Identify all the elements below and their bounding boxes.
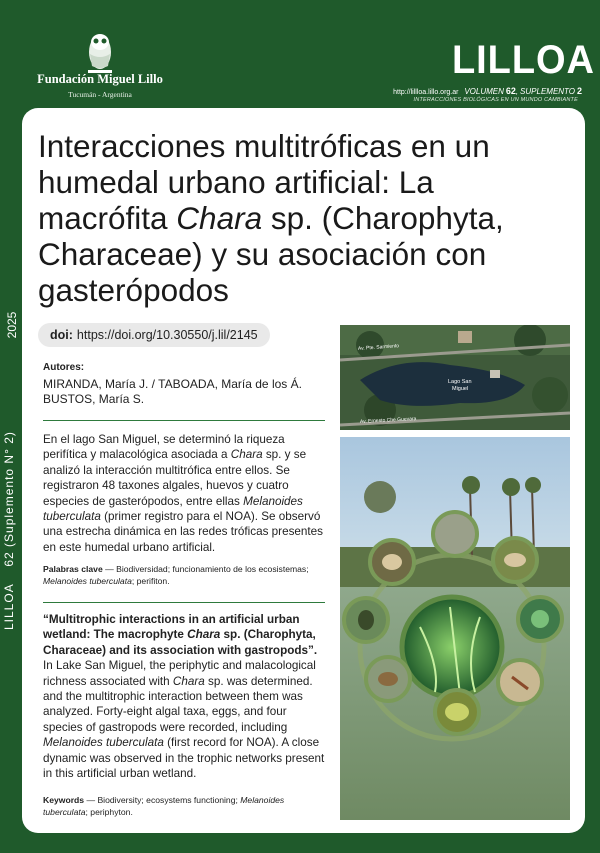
authors-line: MIRANDA, María J. / TABOADA, María de los Á. <box>43 377 302 391</box>
article-title <box>38 128 568 308</box>
divider <box>43 420 325 421</box>
journal-tagline: INTERACCIONES BIOLÓGICAS EN UN MUNDO CAMBIANTE <box>413 97 578 103</box>
divider <box>43 602 325 603</box>
volume-label: VOLUMEN <box>464 87 504 96</box>
supplement-number: 2 <box>576 86 582 96</box>
satellite-map-image <box>340 325 570 430</box>
authors-line: BUSTOS, María S. <box>43 392 145 406</box>
map-road-label: Av. Ernesto Che Guevara <box>359 416 417 425</box>
doi-label: doi: <box>50 328 73 342</box>
map-lake-label: Miguel <box>452 386 469 392</box>
lake-collage-photo <box>340 437 570 820</box>
foundation-name: Fundación Miguel Lillo <box>37 72 163 86</box>
map-road-label: Av. Pte. Sarmiento <box>357 343 400 352</box>
doi-badge[interactable] <box>38 323 270 347</box>
journal-url[interactable]: http://lillloa.lillo.org.ar <box>393 89 459 96</box>
owl-logo-icon <box>82 26 118 78</box>
authors-list <box>43 377 328 407</box>
supplement-label: SUPLEMENTO <box>520 87 576 96</box>
title-italic: Chara <box>176 200 263 236</box>
authors-heading: Autores: <box>43 362 85 373</box>
abstract-english: “Multitrophic interactions in an artificial urban wetland: The macrophyte Chara sp. (Charophyta, Characeae) and its association with gastropods”. In Lake San Miguel, the periphytic and malacological richness associated with Chara sp. was determined. and the multitrophic interaction between them was analyzed. Forty-eight algal taxa, eggs, and four species of gastropods were recorded, including Melanoides tuberculata (first record for NOA). A close dynamic was observed in the trophic networks present in this artificial urban wetland. <box>43 613 325 781</box>
sidebar-text: LILLOA 62 (Suplemento N° 2) <box>2 431 16 630</box>
keywords-english: Keywords — Biodiversity; ecosystems functioning; Melanoides tuberculata; periphyton. <box>43 795 285 817</box>
keywords-spanish: Palabras clave — Biodiversidad; funcionamiento de los ecosistemas; Melanoides tuberculata; perifiton. <box>43 564 309 586</box>
volume-line: http://lillloa.lillo.org.ar VOLUMEN 62, SUPLEMENTO 2 <box>393 86 582 96</box>
foundation-location: Tucumán - Argentina <box>68 90 132 99</box>
map-lake-label: Lago San <box>448 379 472 385</box>
doi-link[interactable]: https://doi.org/10.30550/j.lil/2145 <box>76 328 258 342</box>
abstract-spanish: En el lago San Miguel, se determinó la riqueza perifítica y malacológica asociada a Chara sp. y se analizó la interacción multitrófica entre ellos. Se registraron 48 taxones algales, huevos y cuatro especies de gasterópodos, entre ellas Melanoides tuberculata (primer registro para el NOA). Se observó una estrecha dinámica en las redes tróficas presentes en este humedal urbano artificial. <box>43 433 324 554</box>
sidebar-year: 2025 <box>5 311 19 339</box>
volume-number: 62 <box>505 86 516 96</box>
title-text-end: sp. (Charophyta, Characeae) y su asociación con gasterópodos <box>38 200 504 308</box>
journal-name: LILLOA <box>452 38 595 82</box>
title-text: Interacciones multitróficas en un humedal urbano artificial: La macrófita <box>38 128 490 236</box>
